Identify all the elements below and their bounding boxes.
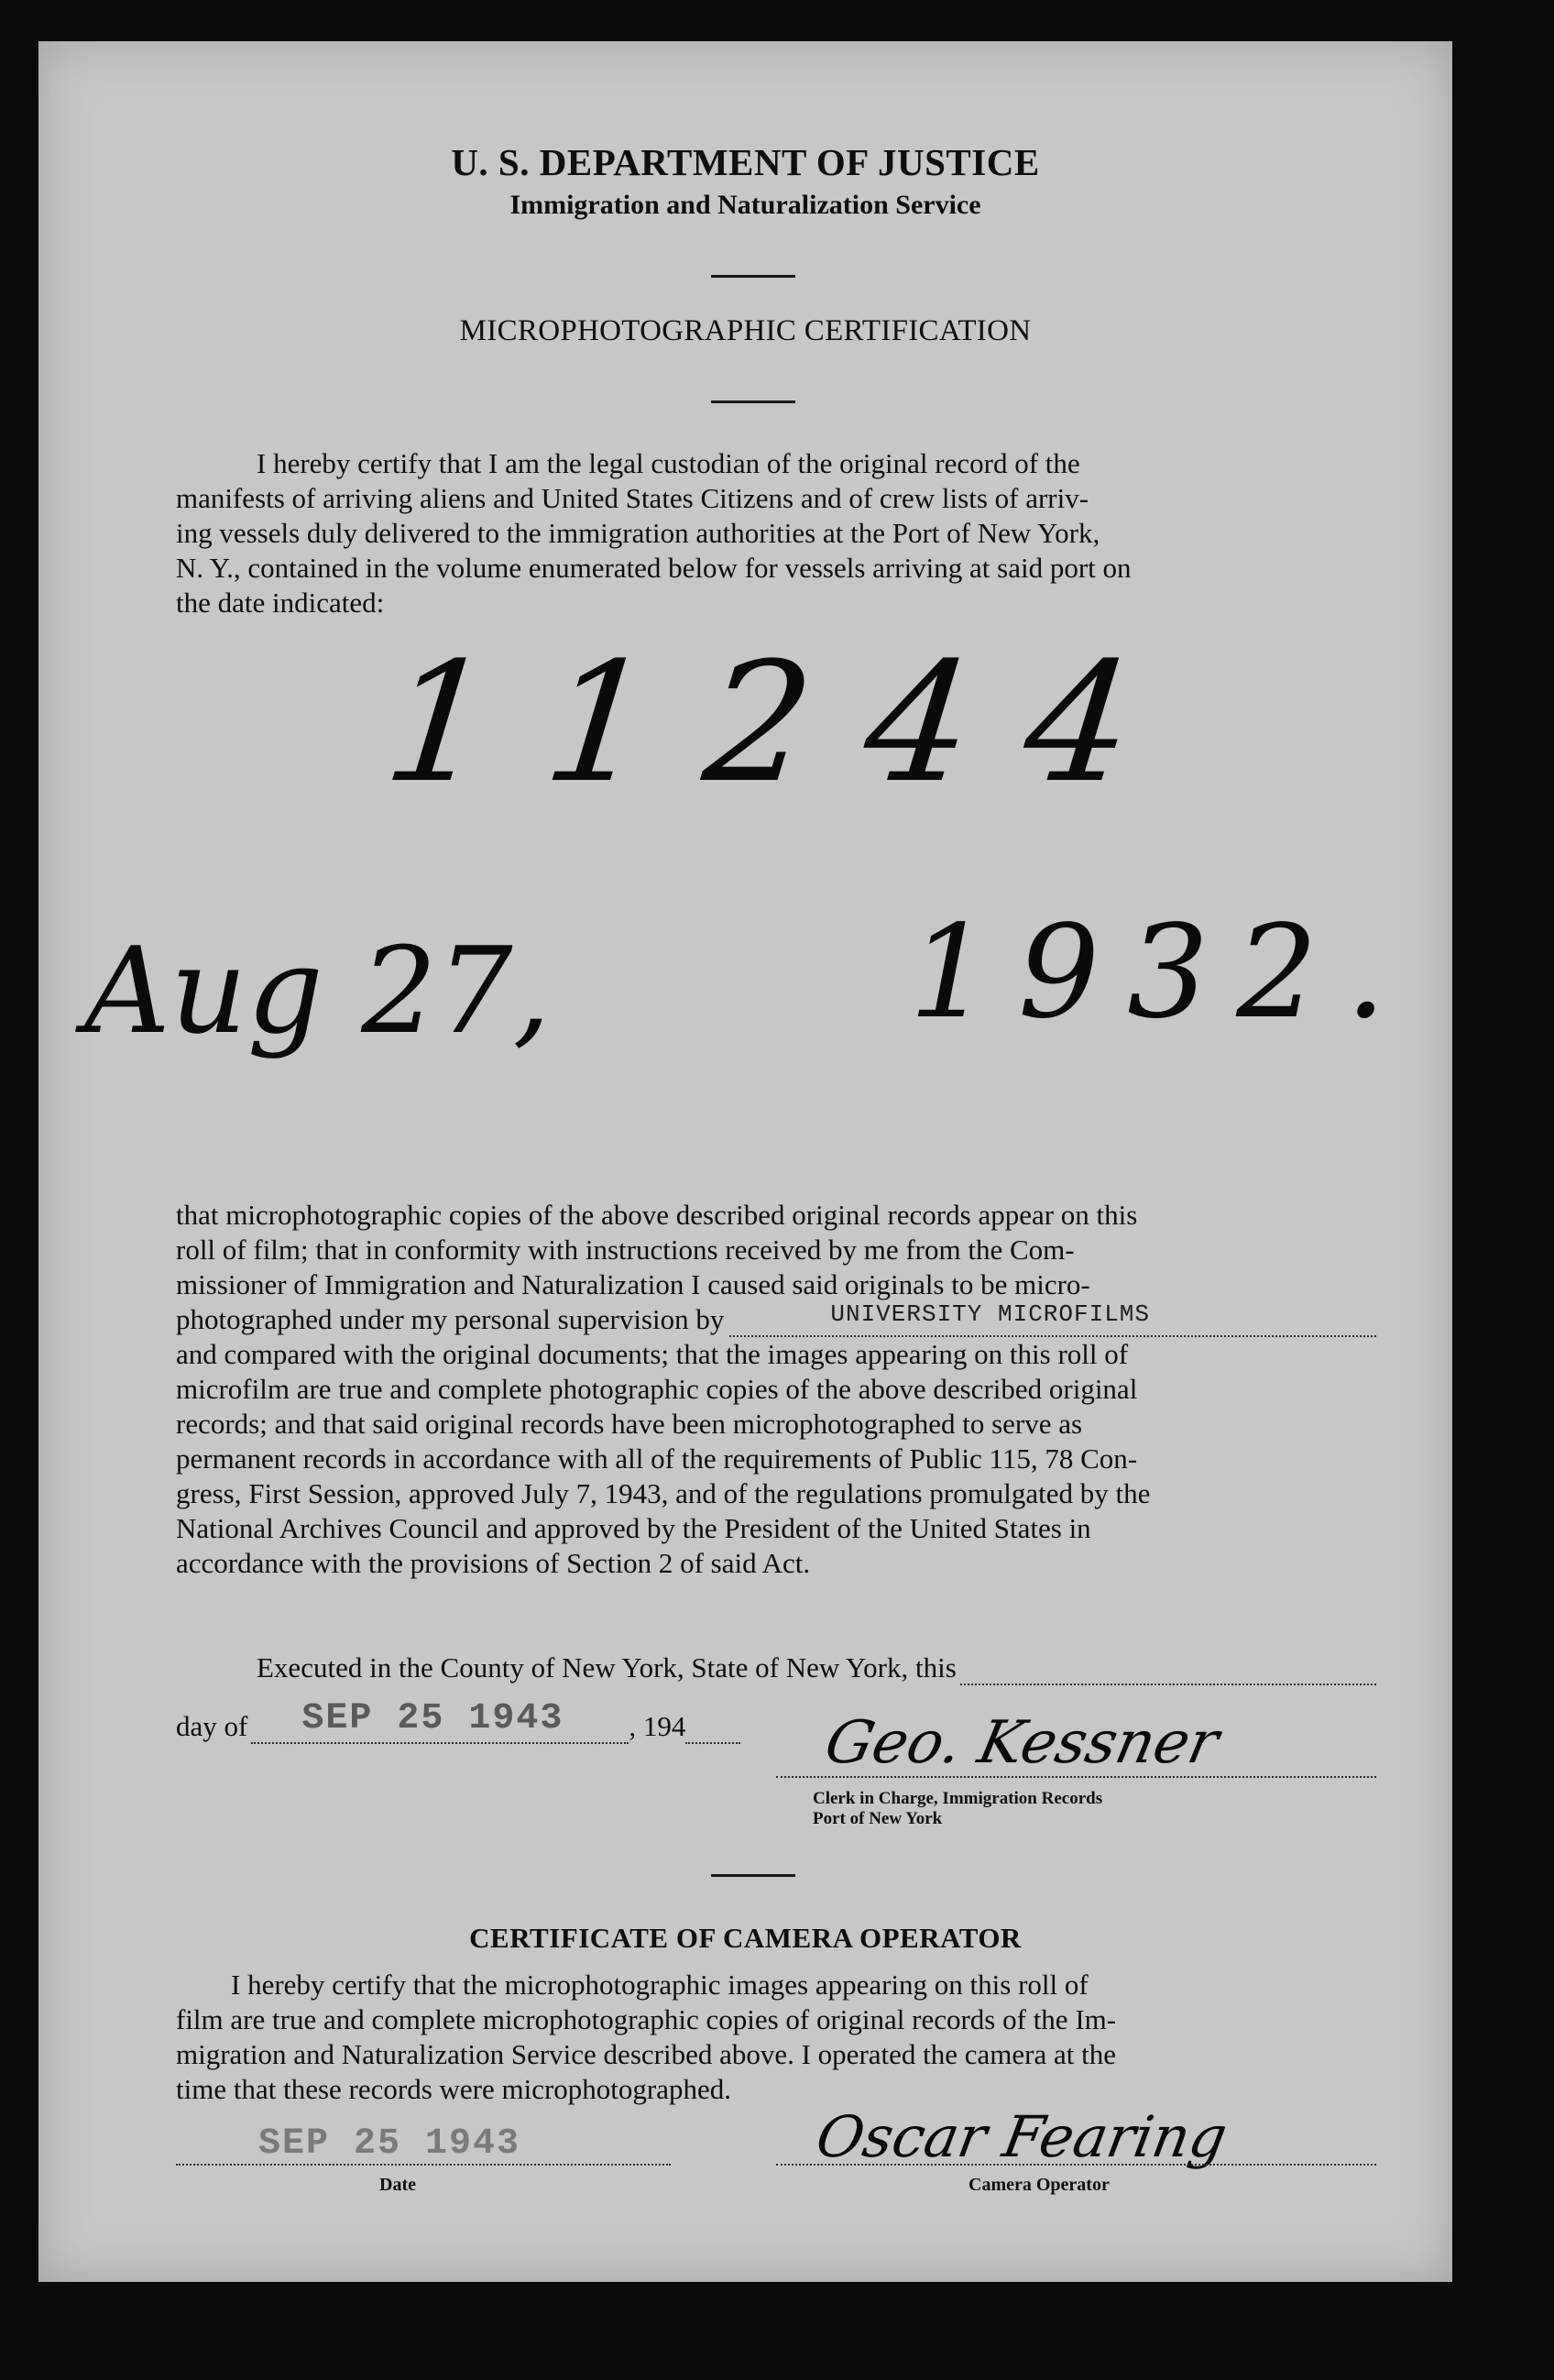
intro-paragraph: [176, 446, 1376, 620]
operator-certificate-title: CERTIFICATE OF CAMERA OPERATOR: [469, 1922, 1022, 1954]
execution-day-field: [960, 1660, 1376, 1685]
handwritten-arrival-date: Aug 27,: [84, 921, 551, 1060]
intro-line: N. Y., contained in the volume enumerated below for vessels arriving at said port on: [176, 552, 1132, 584]
operator-line: film are true and complete microphotographic copies of original records of the Im-: [176, 2003, 1117, 2035]
operator-line: migration and Naturalization Service described above. I operated the camera at the: [176, 2038, 1116, 2070]
day-of-field: [251, 1698, 629, 1744]
operator-date-stamp: SEP 25 1943: [258, 2123, 521, 2165]
clerk-signature: Geo. Kessner: [819, 1709, 1225, 1777]
intro-line: ing vessels duly delivered to the immigration authorities at the Port of New York,: [176, 517, 1100, 549]
intro-line: manifests of arriving aliens and United States Citizens and of crew lists of arriv-: [176, 482, 1089, 514]
department-heading: U. S. DEPARTMENT OF JUSTICE: [451, 141, 1040, 183]
service-subheading: Immigration and Naturalization Service: [509, 190, 981, 220]
handwritten-arrival-year: 1932.: [909, 898, 1414, 1047]
body-line-prefix: photographed under my personal supervision by: [176, 1303, 725, 1335]
operator-line: time that these records were microphotographed.: [176, 2073, 731, 2105]
body-line: permanent records in accordance with all of the requirements of Public 115, 78 Con-: [176, 1442, 1138, 1475]
camera-operator-line: [776, 2160, 1376, 2166]
execution-line: [176, 1651, 1376, 1685]
day-of-label: day of: [176, 1710, 248, 1742]
body-line: microfilm are true and complete photographic copies of the above described original: [176, 1373, 1138, 1405]
divider-operator: [711, 1874, 795, 1877]
day-of-line: [176, 1698, 836, 1744]
camera-operator-signature: Oscar Fearing: [811, 2103, 1232, 2170]
body-line: that microphotographic copies of the above described original records appear on this: [176, 1199, 1138, 1231]
operator-date-label: Date: [379, 2175, 416, 2195]
body-line: gress, First Session, approved July 7, 1943, and of the regulations promulgated by the: [176, 1477, 1151, 1509]
body-line-custodian: [176, 1302, 1376, 1337]
clerk-title: [813, 1789, 1102, 1829]
operator-line: I hereby certify that the microphotographic images appearing on this roll of: [231, 1969, 1089, 2001]
certificate-page: [38, 41, 1452, 2282]
body-line: accordance with the provisions of Section 2 of said Act.: [176, 1547, 811, 1579]
year-label: , 194: [629, 1710, 686, 1742]
handwritten-volume-number: 11244: [377, 628, 1197, 819]
clerk-title-line: Clerk in Charge, Immigration Records: [813, 1789, 1103, 1808]
camera-operator-label: Camera Operator: [969, 2175, 1110, 2195]
body-line: National Archives Council and approved by the President of the United States in: [176, 1512, 1091, 1544]
year-field: [685, 1718, 740, 1744]
clerk-signature-line: [776, 1776, 1376, 1778]
execution-text: Executed in the County of New York, State of New York, this: [257, 1651, 957, 1684]
divider-second: [711, 400, 795, 403]
microfilm-company-field: [729, 1300, 1376, 1337]
clerk-title-line: Port of New York: [813, 1809, 943, 1828]
date-stamp: SEP 25 1943: [301, 1698, 564, 1739]
body-line: roll of film; that in conformity with instructions received by me from the Com-: [176, 1234, 1075, 1266]
intro-line: I hereby certify that I am the legal custodian of the original record of the: [257, 447, 1080, 479]
body-line: records; and that said original records have been microphotographed to serve as: [176, 1408, 1083, 1440]
body-line: missioner of Immigration and Naturalization I caused said originals to be micro-: [176, 1268, 1090, 1300]
operator-paragraph: [176, 1968, 1376, 2107]
body-paragraph: [176, 1198, 1376, 1581]
intro-line: the date indicated:: [176, 587, 385, 619]
microfilm-company-value: UNIVERSITY MICROFILMS: [830, 1300, 1151, 1328]
body-line: and compared with the original documents; that the images appearing on this roll of: [176, 1338, 1129, 1370]
divider-top: [711, 275, 795, 278]
certification-title: MICROPHOTOGRAPHIC CERTIFICATION: [459, 314, 1032, 347]
